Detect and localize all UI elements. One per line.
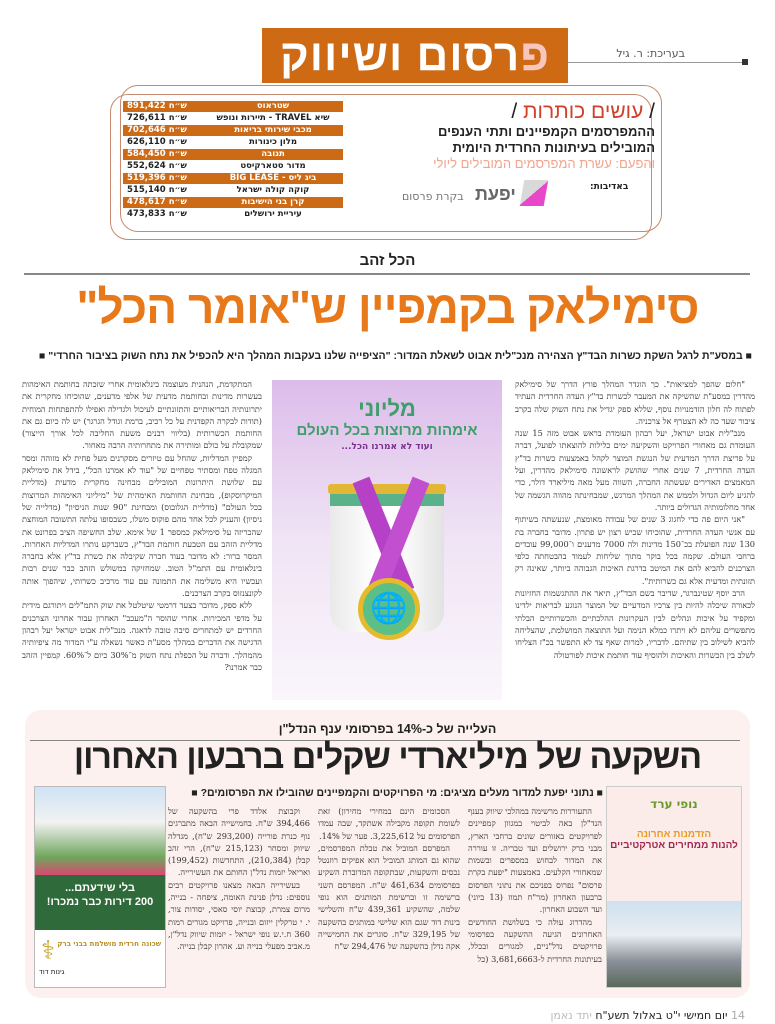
ginot-david-footer — [35, 930, 165, 985]
paragraph: מנכ"לית אבוט ישראל, יעל רבהון העומדת בראש אבוט מזה 15 שנה העומדת גם מאחורי הפרויקט והשקיעה ימים כלילות להוצאתו לפועל, דברה על פריצת הדרך המדעית של הנגשת המוצר לקהל באמצעות כשרות בד"ץ העדה החרדית, 7 שנים אחרי שהושק לראשונה סימילאק מהדרין, ועל המאמצים האדירים שעשתה החברה, השווה מעל מאה מיליארד דולר, כדי להגיע ליום הגדול ולממש את המהלך המרגש, שמבחינתה מהווה הגשמה של אחד מחלומותיה הגדולים ביותר. — [515, 428, 755, 512]
ranking-value: 478,617 ש״ח — [123, 197, 203, 209]
ranking-value: 519,396 ש״ח — [123, 173, 203, 185]
headlines-title-text: עושים כותרות — [523, 100, 644, 123]
article2-headline: השקעה של מיליארדי שקלים ברבעון האחרון — [73, 738, 702, 776]
lyre-logo-icon: ⚕ — [41, 936, 56, 966]
ginot-david-headline-2: 200 דירות כבר נמכרו! — [46, 896, 154, 908]
street-photo — [607, 901, 741, 987]
paragraph: "חלום שהפך למציאות". כך הוגדר המהלך פורץ הדרך של סימילאק מהדרין במסע"ת שהשיקה את המעבר לכשרות בד"ץ העדה החרדית העתיד לפתוח לה חלון הזדמנויות נוסף, שללא ספק יגדיל את נתח השוק שלה בקרב ציבור שעד כה לא הצטרף אל צרכניה. — [515, 379, 755, 426]
ranking-row — [123, 173, 343, 185]
similac-ad-line2: אימהות מרוצות בכל העולם — [296, 422, 478, 439]
yifat-logo-icon — [520, 180, 549, 206]
article1-headline: סימילאק בקמפיין ש"אומר הכל" — [76, 281, 699, 333]
yifat-logo-name: יפעת — [475, 184, 516, 204]
ginot-david-tagline: שכונה חרדית מושלמת בבני ברק — [57, 940, 161, 948]
ranking-row — [123, 197, 343, 209]
ranking-value: 473,833 ש״ח — [123, 209, 203, 221]
page-number: 14 — [731, 1009, 745, 1022]
paragraph: התעוררות מרשימה במהלכי שיווק בענף הנד"לן באה לביטוי במגוון קמפיינים לפרויקטים באזורים שונים ברחבי הארץ, מבני ברק ירושלים ועד טבריה. זו עוררה את המדור לבחוש במספרים ובשמות שמאחורי הקלעים. באמצעות "יפעת בקרת פרסום" נפרוס בפניכם את נתוני הפרסום ברבעון האחרון (מר"ח תמוז (13 ביוני) ועד השבוע האחרון. — [468, 806, 602, 915]
paragraph: המפרסם המוביל את טבלת המפרסמים, שהוא גם המותג המוביל הוא אפיקים רוזנטל נכסים והשקעות, שבתקופה המדוברת השקיע בפרסומים 461,634 ש"ח. המפרסם השני ברשימה זו וברשימת המותגים הוא נופי שלמה, שהשקיע 439,361 ש"ח והשלישי בינות דוד שגם הוא שלישי במותגים בהשקעה של 329,195 ש"ח. סוגרים את החמישייה אקה נדלן בהשקעה של 294,476 ש"ח — [318, 842, 460, 952]
ranking-value: 515,140 ש״ח — [123, 185, 203, 197]
similac-ad-line1: מליוני — [358, 396, 416, 421]
similac-ad-line3: ועוד לא אמרנו הכל... — [341, 442, 433, 452]
ginot-david-brand: גינות דוד — [39, 968, 65, 976]
paragraph: קמפיין המדליות, שהחל עם טיזרים מסקרנים מעל פחית לא מזוהה ומסר המגלה טפח ומסתיר טפחיים של "עוד לא אמרנו הכל", בידל את סימילאק עם שלושת היתרונות המובילים מבחינה מחקרית מדעית (מדליית המיקרוסקופ), מבחינת החותמת האימהית של "מיליוני האימהות המרוצות בכל העולם" (מדליית הגלובוס) ומבחינת "90 שנות הניסיון" (מדלייה של ניסיון) והעניק לכל אחד מהם פוקוס משלו, כשבסופו עלתה התשובה המוחצת שהכריזה על סימילאק כמספר 1 של אימא. שלב החשיפה הציב בפרונט את מדליית הזהב עם הטבעת חותמת הבד"ץ, כשברקע נותרו המדליות האחרות. המסר ברור: לא מדובר בעוד חברה שקיבלה את כשרת בד"ץ אלא בחברה בינלאומית עם התמ"ל הטוב. שמחזיקה במשולש הזהב כבר שנים רבות ועכשיו היא משלימה את התמונה עם עוד מרכיב כשרותי, שיהפוך אותה לקונצנזוס בקרב הצרכנים. — [22, 452, 262, 599]
section-title-rest: רסום ושיווק — [280, 31, 521, 80]
nofei-arad-line1: הזדמנות אחרונה — [636, 829, 712, 840]
ranking-name: מדור סטארקיסט — [203, 161, 343, 173]
issue-date: יום חמישי י"ט באלול תשע"ח — [595, 1009, 728, 1022]
ranking-name: תנובה — [203, 149, 343, 161]
ranking-value: 891,422 ש״ח — [123, 101, 203, 113]
nofei-arad-ad — [606, 786, 742, 988]
editor-credit: בעריכת: ר. גיל — [616, 47, 685, 60]
formula-can-band — [330, 494, 444, 506]
ranking-name: שטראוס — [203, 101, 343, 113]
paragraph: הרב יוסף שטינברגר, שדיבר בשם הבד"ץ, תיאר את ההתגשמות החזיונות לכאורה שיכלה להיות בין צרכיו המדעיים של המוצר הנוגע לבריאות ילדינו ומקפיד על איכות ונהלים לבין העקרונות ההלכתיים והכשרותיים הבלתי מתפשרים עליהם לא ויתרו כמלא הנימה ועל התוצאה המושלמת, שהצליחה להביא לשילוב בין שתיהם. לדבריו, למרות שאף צד לא התפשר בכ"ז הצליחו לשלב בין הכשרות והאיכות ולהוסיף עוד חותמת איכות לפורטולה — [515, 588, 755, 660]
ginot-david-ad — [34, 786, 166, 988]
article1-subhead: ■ במסע"ת לרגל השקת כשרות הבד"ץ הצהירה מנכ"לית אבוט לשאלת המדור: "הציפייה שלנו בעקבות המהלך היא להכפיל את נתח השוק בציבור החרדי" ■ — [38, 350, 752, 362]
paper-name: יתד נאמן — [550, 1009, 592, 1022]
ranking-name: מלון כינורות — [203, 137, 343, 149]
ranking-table — [123, 101, 343, 221]
paragraph: המתקדמת, הנהנית מעוצמה בינלאומית אחרי שזכתה בחותמת האימהות בעשרות מדינות ובחותמת מדעית של אלפי מדענים, שהוכיחו מחקרית את יתרונותיה הבריאותיים והתזונתיים לעיכול ולגדילה ואפילו להתפתחות המוחית (תודות לבקרה הקפדנית על כל רכיב, ברמת וגודל הגרגר) יש לה כיום גם את החותמת הכשרותית (בליווי רבנים משעת החליבה לכל אורך הייצור) שמקובלת על כולם ומותירה את מתחרותיה הרבה מאחור. — [22, 379, 262, 451]
ranking-row — [123, 137, 343, 149]
ginot-david-headline-box — [35, 875, 165, 930]
article2-column-3 — [168, 805, 310, 990]
article2-kicker: העלייה של כ-14% בפרסומי ענף הנדל"ן — [278, 722, 497, 736]
headlines-title: / עושים כותרות / — [511, 100, 655, 123]
globe-medal-icon: 🌐 — [358, 578, 420, 640]
paragraph: "אני היום פה כדי לחגוג 3 שנים של עבודה מאומצת, שנעשתה בשיתוף עם אנשי העדה החרדית, שהוכיחו שכיש רצון יש פתרון. מדובר בחברה בת 130 שנה הפועלת בכ־150 מדינות ולה 7000 מדענים ו־99,000 עובדים ברחבי העולם. שקמה בכל בוקר מתוך שליחות לעמוד בהבטחתה כלפי הצרכנים להביא להם את המיטב בדרגת האיכות הגבוהה ביותר, שאינה רק תזונתית ומדעית אלא גם כשרותית". — [515, 514, 755, 586]
article1-column-right — [515, 378, 755, 708]
paragraph: בעשירייה הבאה מצאנו פרויקטים רבים נוספים: נדלן פנינת האומה, ציפחה - בנייה, מרום צמרת, קבוצת יוסי סאסי, יסודות צור, י. י טרקלין ייזום ובנייה, פרויקט מגורים רמות 360 ח.י.ש נופי ישראל - יזמות שיווק נדל"ן, מ.אביב מפעלי בנייה וע. אהרון קבלן בנייה. — [168, 879, 310, 952]
ranking-name: עיריית ירושלים — [203, 209, 343, 221]
article2-column-2 — [318, 805, 460, 990]
article1-rule — [24, 273, 750, 275]
ranking-name: קוקה קולה ישראל — [203, 185, 343, 197]
similac-ad — [272, 380, 502, 700]
article1-kicker: הכל זהב — [359, 252, 416, 269]
ranking-name: ביג ליס - BIG LEASE — [203, 173, 343, 185]
headlines-subtitle-2: המובילים בעיתונות החרדית היומית — [452, 140, 655, 155]
article2-column-1 — [468, 805, 602, 990]
section-title — [262, 28, 568, 83]
paragraph: הסכומים הינם במחירי מחירון) זאת לשומת תקופה מקבילה אשתקד, שבה עמדו הפרסומים על 3,225,612. פער של 14%. — [318, 806, 460, 841]
nofei-arad-logo: נופי ערד — [650, 797, 698, 811]
ranking-value: 726,611 ש״ח — [123, 113, 203, 125]
ranking-value: 702,646 ש״ח — [123, 125, 203, 137]
paragraph: ללא ספק, מדובר בצעד דרמטי שיטלטל את שוק התמ"לים ויתורגם מידית על מדפי המכירות. אחרי שהוסר ה"מעכב" האחרון עבור אחרוני הצרכנים החרדים יש למתחרים סיבה טובה לדאגה. מנכ"לית אבוט ישראל יעל רבהון הדגישה את הדברים במהלך מסע"ת כאשר נשאלה ע"י המדור מה ציפיותיה מהמהלך. ודברה על הכפלת נתח השוק מ־30% כיום ל־60%. קמפיין הזהב כבר אמרנו? — [22, 600, 262, 672]
section-title-first-letter: פ — [520, 31, 550, 80]
ranking-row — [123, 185, 343, 197]
article2-subhead: ■ נתוני יפעת למדור מעלים מציגים: מי הפרויקטים והקמפיינים שהובילו את הפרסומים? ■ — [191, 787, 603, 799]
headlines-box — [400, 100, 655, 172]
ginot-david-headline-1: בלי שידעתם... — [65, 882, 135, 894]
yifat-logo-sub: בקרת פרסום — [402, 190, 464, 203]
headlines-subtitle-1: ההמפרסמים הקמפיינים ותתי הענפים — [438, 124, 655, 139]
building-photo — [35, 787, 165, 875]
ranking-row — [123, 101, 343, 113]
paragraph: וקבוצת אלדד פרי בהשקעה של 394,466 ש"ח. בחמישייה הבאה מתברגים נוף כנרת פורייה (293,200 ש"ח), מגדלה שיווק ומסחר (215,123 ש"ח), הרי זהב קבלן (210,384), התחדשות (199,452) ואריאל יזמות נדל"ן החותם את העשירייה. — [168, 806, 310, 878]
ranking-name: שיא TRAVEL - תיירות ונופש — [203, 113, 343, 125]
ranking-row — [123, 125, 343, 137]
courtesy-label: באדיבות: — [590, 182, 629, 192]
yifat-logo — [400, 180, 560, 210]
headlines-subtitle-3: והפעם: עשרת המפרסמים המובילים ליולי — [433, 156, 655, 171]
ranking-value: 584,450 ש״ח — [123, 149, 203, 161]
ranking-row — [123, 209, 343, 221]
page-footer — [525, 1009, 745, 1022]
ranking-name: מכבי שירותי בריאות — [203, 125, 343, 137]
ranking-row — [123, 161, 343, 173]
ranking-name: קרן בני הישיבות — [203, 197, 343, 209]
paragraph: מהדרוג עולה כי בשלושת החודשים האחרונים הגיעה ההשקעה בפרסומי פרויקטים נדל"ניים, למגורים ובכלל, בעיתונות החרדית ל-3,681,6663 (כל — [468, 916, 602, 964]
ranking-row — [123, 113, 343, 125]
article1-column-left — [22, 378, 262, 708]
nofei-arad-line2: להנות ממחירים אטרקטיביים — [610, 840, 738, 851]
ranking-value: 552,624 ש״ח — [123, 161, 203, 173]
ranking-row — [123, 149, 343, 161]
ranking-value: 626,110 ש״ח — [123, 137, 203, 149]
bullet-icon — [742, 59, 748, 65]
